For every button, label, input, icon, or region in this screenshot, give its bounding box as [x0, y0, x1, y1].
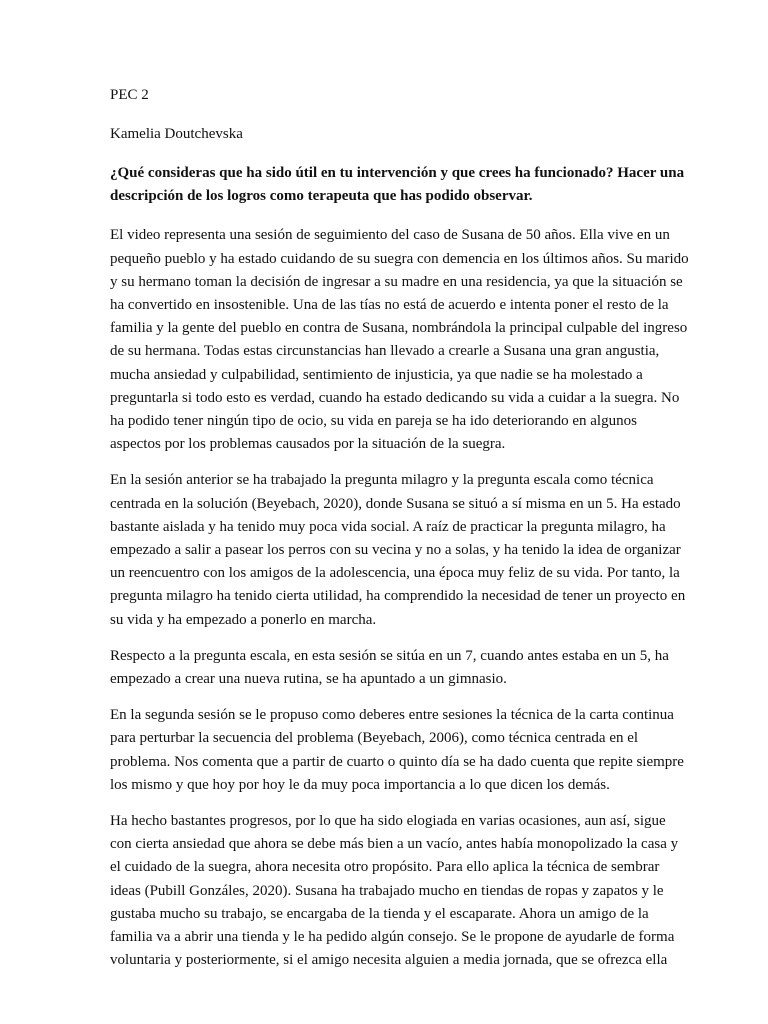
paragraph-line: El video representa una sesión de seguimiento del caso de Susana de 50 años. Ella vive en un — [110, 227, 670, 244]
paragraph-line: preguntarla si todo esto es verdad, cuando ha estado dedicando su vida a cuidar a la suegra. No — [110, 389, 680, 406]
paragraph-line: su vida y ha empezado a ponerlo en marcha. — [110, 611, 377, 628]
paragraph — [110, 645, 669, 691]
paragraph-line: mucha ansiedad y culpabilidad, sentimiento de injusticia, ya que nadie se ha molestado a — [110, 366, 643, 383]
paragraph-line: ideas (Pubill Gonzáles, 2020). Susana ha trabajado mucho en tiendas de ropas y zapatos y le — [110, 882, 664, 899]
paragraph-line: aspectos por los problemas causados por la situación de la suegra. — [110, 436, 506, 453]
paragraph — [110, 469, 686, 631]
paragraph-line: los mismo y que hoy por hoy le da muy poca importancia a lo que dicen los demás. — [110, 776, 610, 793]
paragraph-line: bastante aislada y ha tenido muy poca vida social. A raíz de practicar la pregunta milagro, ha — [110, 518, 666, 535]
paragraph-line: empezado a salir a pasear los perros con su vecina y no a solas, y ha tenido la idea de organizar — [110, 542, 681, 559]
paragraph-line: pregunta milagro ha tenido cierta utilidad, ha comprendido la necesidad de tener un proyecto en — [110, 588, 686, 605]
paragraph-line: gustaba mucho su trabajo, se encargaba de la tienda y el escaparate. Ahora un amigo de la — [110, 905, 649, 922]
document-title: PEC 2 — [110, 87, 149, 103]
question-heading — [110, 162, 685, 208]
document-body — [110, 84, 689, 973]
paragraph-line: empezado a crear una nueva rutina, se ha apuntado a un gimnasio. — [110, 671, 507, 688]
question-line: ¿Qué consideras que ha sido útil en tu intervención y que crees ha funcionado? Hacer una — [110, 165, 685, 181]
paragraph-line: pequeño pueblo y ha estado cuidando de su suegra con demencia en los últimos años. Su marido — [110, 250, 689, 267]
paragraph-line: ha convertido en insostenible. Una de las tías no está de acuerdo e intenta poner el resto de la — [110, 297, 669, 314]
paragraph-line: ha podido tener ningún tipo de ocio, su vida en pareja se ha ido deteriorando en algunos — [110, 413, 637, 430]
paragraph-line: para perturbar la secuencia del problema (Beyebach, 2006), como técnica centrada en el — [110, 730, 639, 747]
paragraph — [110, 704, 684, 797]
paragraph-line: problema. Nos comenta que a partir de cuarto o quinto día se ha dado cuenta que repite siempre — [110, 753, 684, 770]
paragraph — [110, 810, 679, 972]
paragraph-line: centrada en la solución (Beyebach, 2020), donde Susana se situó a sí misma en un 5. Ha estado — [110, 495, 681, 512]
paragraph-line: el cuidado de la suegra, ahora necesita otro propósito. Para ello aplica la técnica de sembrar — [110, 859, 660, 876]
paragraph-line: con cierta ansiedad que ahora se debe más bien a un vacío, antes había monopolizado la casa y — [110, 836, 679, 853]
paragraph-line: familia y la gente del pueblo en contra de Susana, nombrándola la principal culpable del ingreso — [110, 320, 688, 337]
question-line: descripción de los logros como terapeuta que has podido observar. — [110, 188, 533, 205]
paragraph — [110, 224, 689, 456]
paragraph-line: y su hermano toman la decisión de ingresar a su madre en una residencia, ya que la situación se — [110, 273, 683, 290]
paragraphs — [110, 224, 689, 972]
paragraph-line: En la segunda sesión se le propuso como deberes entre sesiones la técnica de la carta continua — [110, 707, 674, 724]
paragraph-line: voluntaria y posteriormente, si el amigo necesita alguien a media jornada, que se ofrezca ella — [110, 952, 668, 969]
paragraph-line: Ha hecho bastantes progresos, por lo que ha sido elogiada en varias ocasiones, aun así, sigue — [110, 813, 666, 830]
paragraph-line: familia va a abrir una tienda y le ha pedido algún consejo. Se le propone de ayudarle de forma — [110, 929, 675, 946]
paragraph-line: un reencuentro con los amigos de la adolescencia, una época muy feliz de su vida. Por tanto, la — [110, 565, 680, 582]
paragraph-line: Respecto a la pregunta escala, en esta sesión se sitúa en un 7, cuando antes estaba en un 5, ha — [110, 647, 669, 664]
paragraph-line: En la sesión anterior se ha trabajado la pregunta milagro y la pregunta escala como técnica — [110, 472, 654, 489]
document-author: Kamelia Doutchevska — [110, 126, 243, 142]
paragraph-line: de su hermana. Todas estas circunstancias han llevado a crearle a Susana una gran angustia, — [110, 343, 660, 360]
